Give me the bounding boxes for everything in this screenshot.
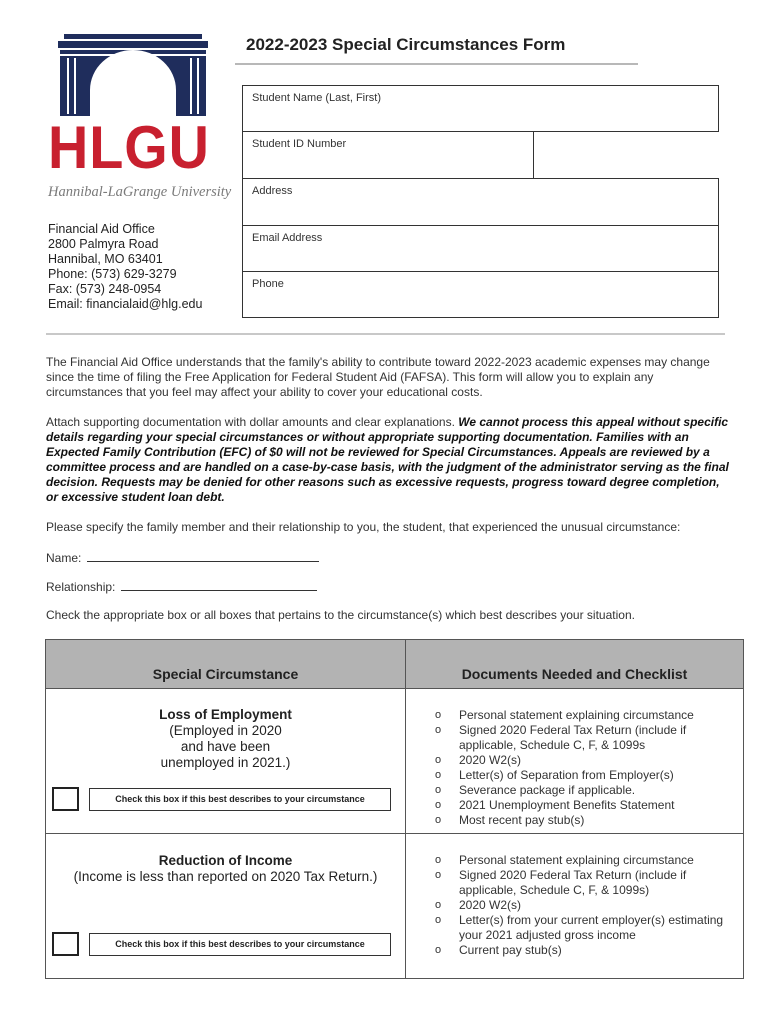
documents-cell — [406, 834, 744, 979]
document-item: 2020 W2(s) — [459, 753, 522, 767]
document-item: Severance package if applicable. — [459, 783, 636, 797]
list-item — [407, 813, 742, 828]
table-row — [46, 834, 744, 979]
name-label: Name: — [46, 551, 82, 565]
documents-cell — [406, 689, 744, 834]
document-item: Letter(s) from your current employer(s) estimating your 2021 adjusted gross income — [459, 913, 724, 942]
circumstance-title: Reduction of Income — [158, 853, 293, 868]
list-item — [407, 853, 742, 868]
bullet-icon: o — [435, 899, 442, 911]
list-item — [407, 723, 742, 753]
bullet-icon: o — [435, 709, 442, 721]
student-name-field[interactable] — [242, 85, 719, 132]
bullet-icon: o — [435, 754, 442, 766]
relationship-line — [46, 578, 730, 595]
office-line: Email: financialaid@hlg.edu — [48, 297, 203, 311]
document-item: Personal statement explaining circumstance — [459, 853, 694, 867]
hlgu-wordmark: HLGU — [48, 114, 210, 181]
bullet-icon: o — [435, 854, 442, 866]
list-item — [407, 753, 742, 768]
documentation-text: Attach supporting documentation with dollar amounts and clear explanations. — [46, 415, 459, 429]
bullet-icon: o — [435, 799, 442, 811]
check-instruction: Check the appropriate box or all boxes that pertains to the circumstance(s) which best describes your situation. — [46, 608, 635, 622]
list-item — [407, 783, 742, 798]
circumstance-detail: and have been — [180, 739, 271, 754]
documents-list — [407, 853, 742, 958]
email-field[interactable] — [242, 225, 719, 272]
circumstance-cell — [46, 689, 406, 834]
office-line: 2800 Palmyra Road — [48, 237, 159, 251]
checkbox-label: Check this box if this best describes to your circumstance — [89, 788, 391, 811]
document-item: Signed 2020 Federal Tax Return (include if applicable, Schedule C, F, & 1099s — [459, 723, 687, 752]
documents-list — [407, 708, 742, 828]
reduction-of-income-checkbox[interactable] — [52, 932, 79, 956]
title-divider — [235, 63, 638, 65]
circumstance-detail: (Income is less than reported on 2020 Tax Return.) — [73, 869, 378, 884]
list-item — [407, 798, 742, 813]
checkbox-row — [52, 787, 391, 811]
document-item: 2021 Unemployment Benefits Statement — [459, 798, 675, 812]
circumstance-title: Loss of Employment — [159, 707, 292, 722]
documentation-warning: We cannot process this appeal without specific details regarding your special circumstances or without appropriate supporting documentation. Families with an Expected Family Contribution (EFC) of $0 will not be reviewed for Special Circumstances. Appeals are reviewed by a committee process and are handled on a case-by-case basis, with the judgment of the administrator serving as the final decision. Requests may be denied for other reasons such as excessive requests, progress toward degree completion, or excessive student loan debt. — [46, 415, 729, 504]
office-line: Hannibal, MO 63401 — [48, 252, 163, 266]
circumstance-detail: (Employed in 2020 — [169, 723, 282, 738]
student-name-label: Student Name (Last, First) — [252, 92, 381, 104]
document-item: 2020 W2(s) — [459, 898, 522, 912]
header-special-circumstance: Special Circumstance — [46, 640, 406, 689]
student-id-label: Student ID Number — [252, 138, 347, 150]
phone-label: Phone — [252, 278, 284, 290]
section-divider — [46, 333, 725, 335]
bullet-icon: o — [435, 784, 442, 796]
office-contact-block — [48, 222, 202, 312]
list-item — [407, 868, 742, 898]
table-header-row — [46, 640, 744, 689]
relationship-input-line[interactable] — [121, 578, 317, 591]
circumstance-description — [47, 853, 404, 885]
document-item: Signed 2020 Federal Tax Return (include if applicable, Schedule C, F, & 1099s) — [459, 868, 687, 897]
list-item — [407, 943, 742, 958]
documentation-paragraph — [46, 415, 730, 505]
document-item: Personal statement explaining circumstance — [459, 708, 694, 722]
intro-paragraph: The Financial Aid Office understands that the family's ability to contribute toward 2022-2023 academic expenses may change since the time of filing the Free Application for Federal Student Aid (FAFSA). This form will allow you to explain any circumstances that you feel may affect your ability to cover your educational costs. — [46, 355, 710, 399]
checkbox-label: Check this box if this best describes to your circumstance — [89, 933, 391, 956]
bullet-icon: o — [435, 769, 442, 781]
list-item — [407, 898, 742, 913]
bullet-icon: o — [435, 914, 442, 926]
header-documents-needed: Documents Needed and Checklist — [406, 640, 744, 689]
email-label: Email Address — [252, 232, 323, 244]
circumstance-cell — [46, 834, 406, 979]
bullet-icon: o — [435, 944, 442, 956]
address-label: Address — [252, 185, 293, 197]
bullet-icon: o — [435, 814, 442, 826]
document-item: Current pay stub(s) — [459, 943, 562, 957]
loss-of-employment-checkbox[interactable] — [52, 787, 79, 811]
bullet-icon: o — [435, 724, 442, 736]
list-item — [407, 708, 742, 723]
student-id-field[interactable] — [242, 131, 534, 179]
document-item: Letter(s) of Separation from Employer(s) — [459, 768, 674, 782]
list-item — [407, 768, 742, 783]
specify-instruction: Please specify the family member and their relationship to you, the student, that experienced the unusual circumstance: — [46, 520, 681, 534]
name-line — [46, 549, 730, 566]
address-field[interactable] — [242, 178, 719, 226]
bullet-icon: o — [435, 869, 442, 881]
circumstances-table — [45, 639, 744, 979]
university-name: Hannibal-LaGrange University — [48, 184, 232, 200]
list-item — [407, 913, 742, 943]
relationship-label: Relationship: — [46, 580, 116, 594]
office-line: Financial Aid Office — [48, 222, 155, 236]
checkbox-row — [52, 932, 391, 956]
phone-field[interactable] — [242, 271, 719, 318]
office-line: Fax: (573) 248-0954 — [48, 282, 162, 296]
office-line: Phone: (573) 629-3279 — [48, 267, 177, 281]
document-item: Most recent pay stub(s) — [459, 813, 585, 827]
table-row — [46, 689, 744, 834]
circumstance-description — [47, 707, 404, 771]
form-title: 2022-2023 Special Circumstances Form — [246, 35, 566, 54]
hlgu-logo-arch — [48, 32, 218, 118]
name-input-line[interactable] — [87, 549, 319, 562]
circumstance-detail: unemployed in 2021.) — [160, 755, 291, 770]
